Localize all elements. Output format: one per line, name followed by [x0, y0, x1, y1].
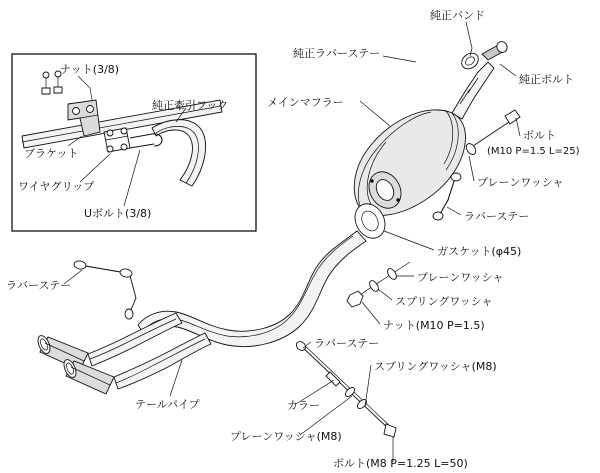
label-collar: カラー	[287, 399, 320, 412]
label-gasket: ガスケット(φ45)	[437, 245, 522, 258]
center-pipe-graphic	[138, 231, 366, 347]
m8-hardware-exploded	[295, 337, 396, 437]
label-wire-grip: ワイヤグリップ	[18, 180, 95, 193]
label-bolt-m8: ボルト(M8 P=1.25 L=50)	[333, 457, 468, 470]
label-genuine-tow-hook: 純正牽引フック	[152, 99, 229, 112]
label-plain-washer-1: プレーンワッシャ	[477, 176, 564, 189]
inset-detail-box	[12, 54, 256, 231]
label-bracket: ブラケット	[24, 147, 79, 160]
label-main-muffler: メインマフラー	[267, 96, 344, 109]
label-genuine-bolt: 純正ボルト	[519, 73, 574, 86]
label-u-bolt-38: Uボルト(3/8)	[84, 207, 152, 220]
label-plain-washer-2: プレーンワッシャ	[417, 271, 504, 284]
label-nut-m10: ナット(M10 P=1.5)	[383, 319, 485, 332]
main-muffler-graphic	[354, 110, 465, 216]
label-genuine-band: 純正バンド	[430, 9, 485, 22]
label-spring-washer: スプリングワッシャ	[395, 295, 493, 308]
label-nut-38: ナット(3/8)	[60, 63, 120, 76]
label-plain-washer-m8: プレーンワッシャ(M8)	[230, 430, 342, 443]
label-rubber-stay-1: ラバーステー	[464, 210, 530, 223]
label-genuine-rubber-stay: 純正ラバーステー	[293, 47, 381, 60]
tail-pipe-tips	[36, 334, 114, 394]
label-rubber-stay-2: ラバーステー	[314, 337, 380, 350]
label-tail-pipe: テールパイプ	[135, 398, 200, 411]
label-bolt-m10-spec: (M10 P=1.5 L=25)	[487, 146, 580, 157]
label-bolt-m10: ボルト	[523, 129, 556, 142]
muffler-inlet-neck	[452, 62, 494, 119]
label-rubber-stay-3: ラバーステー	[6, 279, 72, 292]
label-spring-washer-m8: スプリングワッシャ(M8)	[374, 360, 497, 373]
rubber-stay-left-graphic	[73, 260, 136, 319]
